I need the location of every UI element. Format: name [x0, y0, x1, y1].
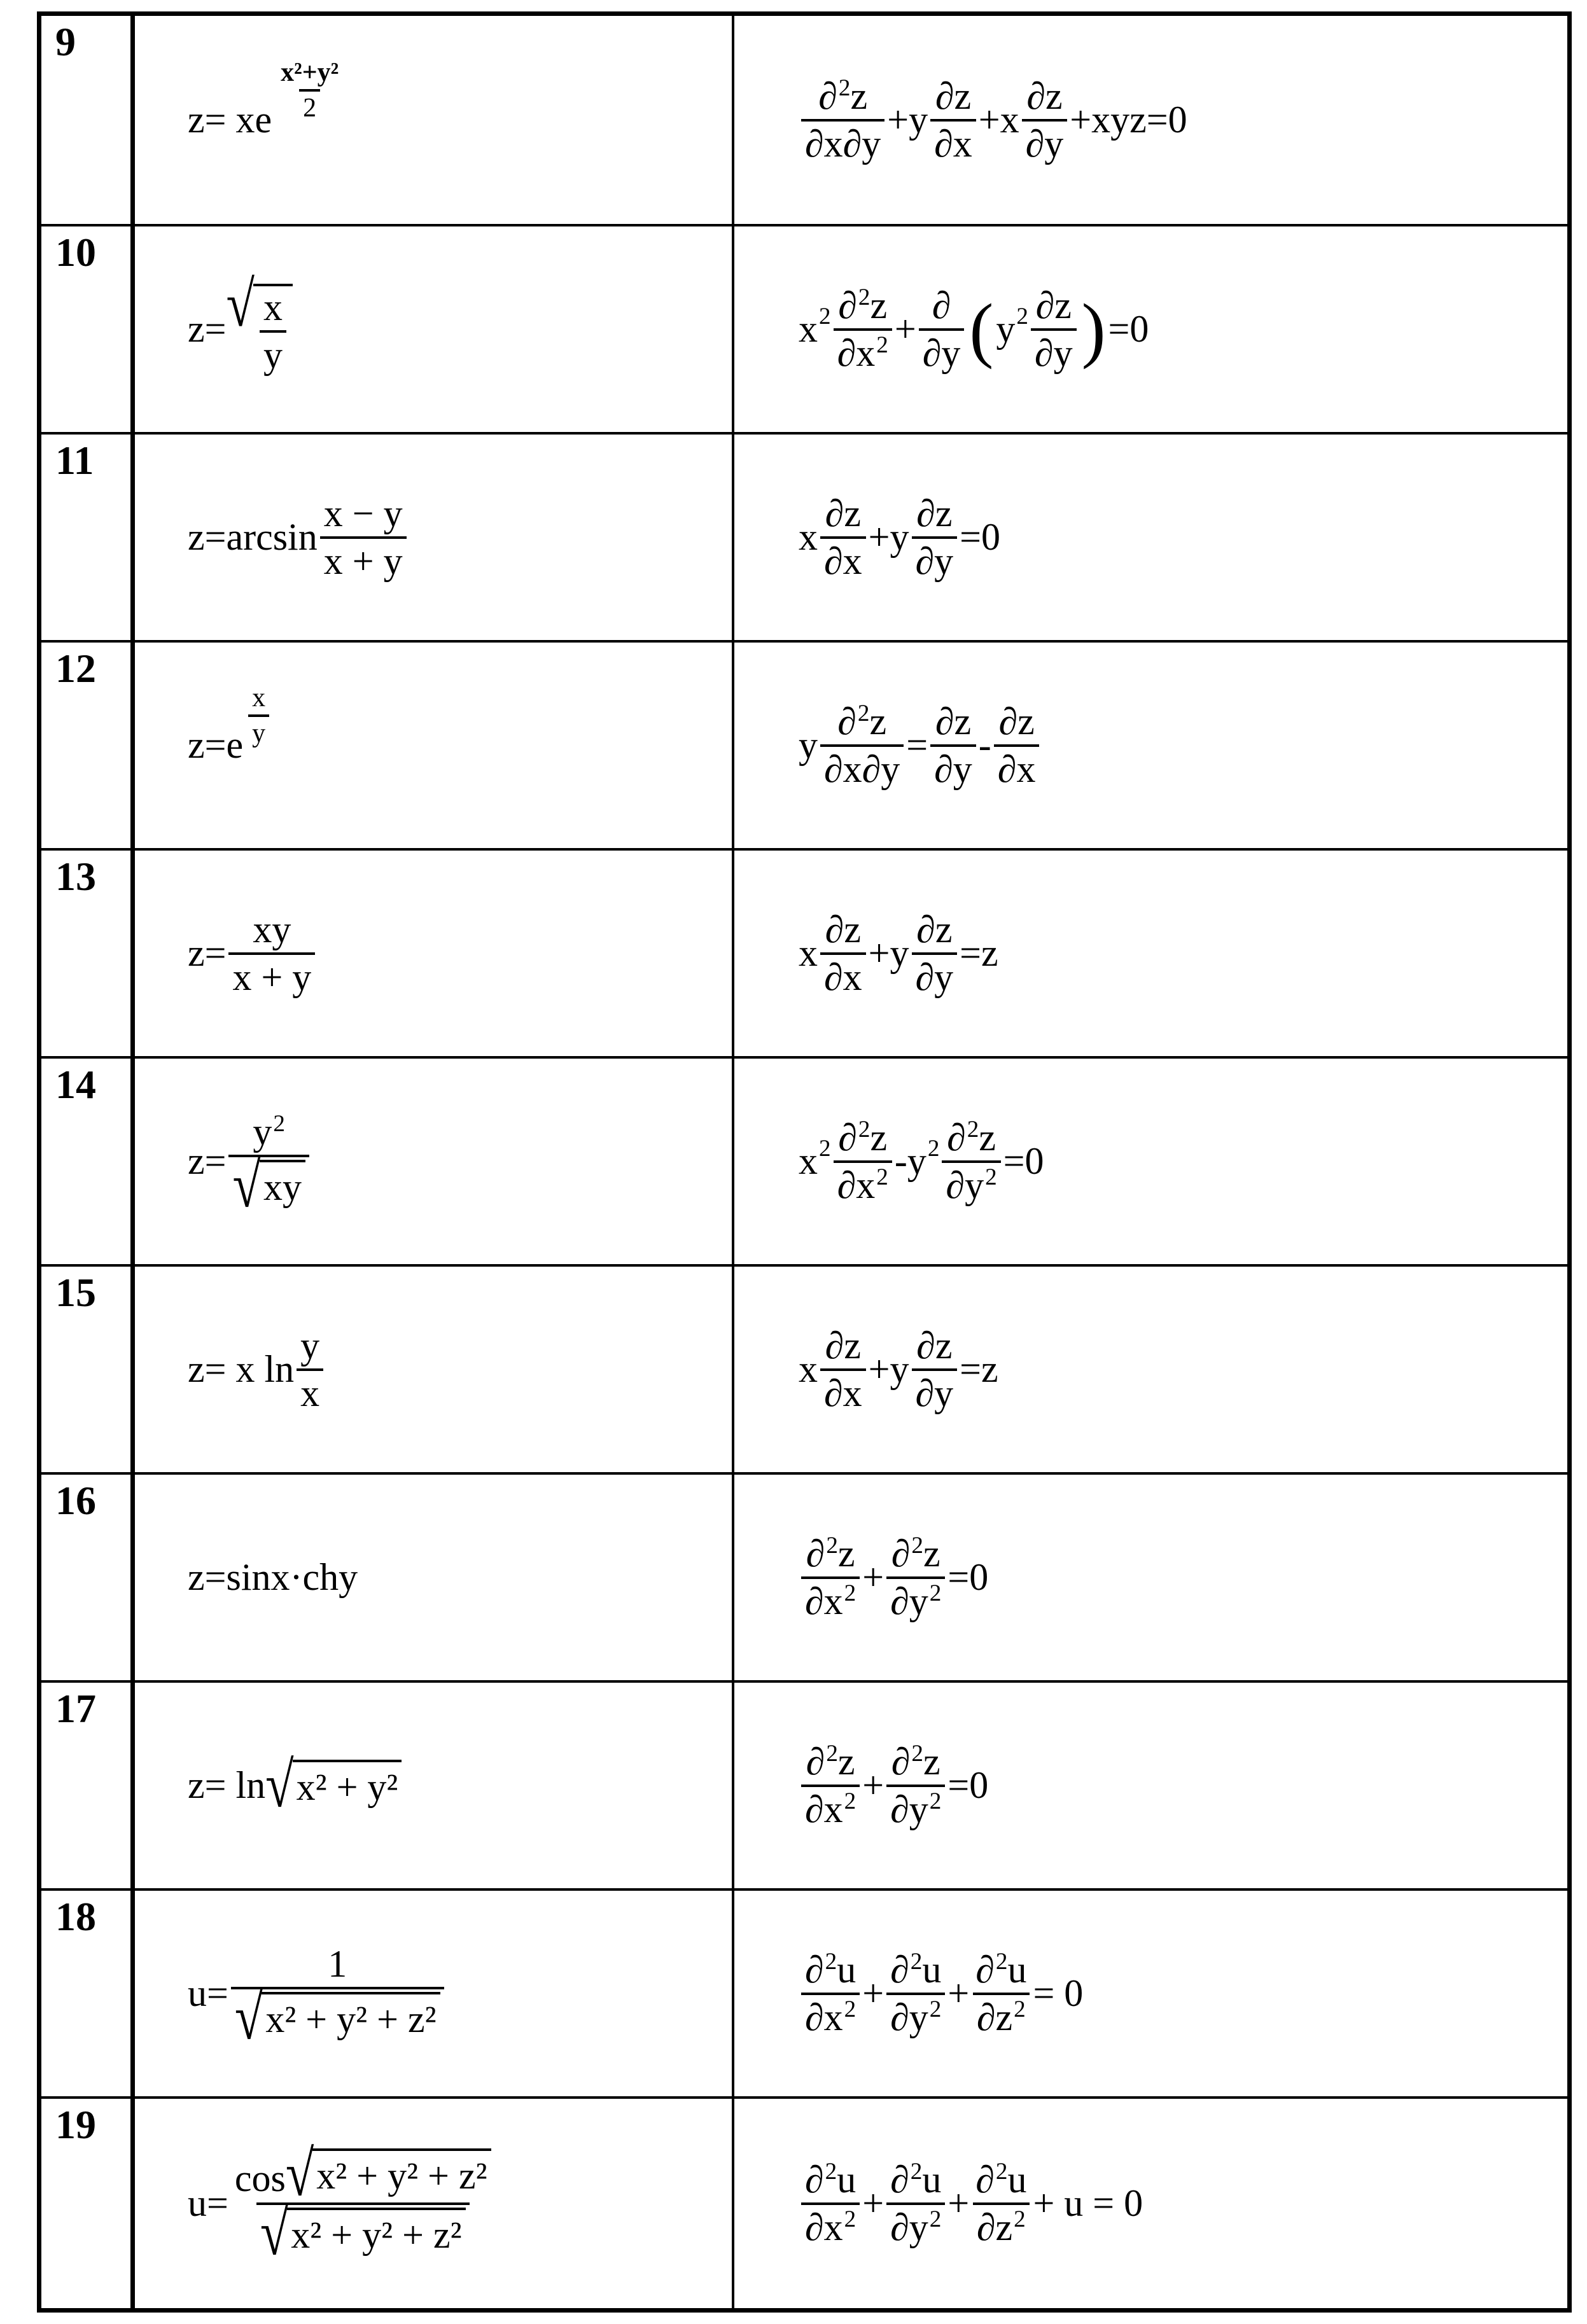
column-divider [732, 1683, 734, 1888]
equation-cell [799, 435, 1000, 640]
row-number: 17 [55, 1686, 96, 1731]
function-formula: z= $y^2$ √ xy [188, 1112, 312, 1211]
pde-formula: x $\frac{\partial z}{\partial x}$ + y $\frac{\partial z}{\partial y}$ = z [799, 908, 998, 998]
function-formula: u= cos √ x² + y² + z² √ x² + y² + z² [188, 2148, 498, 2259]
pde-formula: $\frac{\partial^2u}{\partial x^2}$ + $\frac{\partial^2u}{\partial y^2}$ + $\frac{\partial^2u}{\partial z^2}$ + u = 0 [799, 2160, 1143, 2248]
pde-formula: x $\frac{\partial z}{\partial x}$ + y $\frac{\partial z}{\partial y}$ = z [799, 1324, 998, 1414]
column-divider [130, 16, 135, 224]
table-row [41, 640, 1567, 848]
row-number: 11 [55, 438, 94, 483]
function-formula: z= x ln $\frac{y}{x}$ [188, 1326, 326, 1414]
column-divider [732, 1267, 734, 1472]
function-cell [188, 1267, 326, 1472]
pde-formula: $\frac{\partial^2u}{\partial x^2}$ + $\frac{\partial^2u}{\partial y^2}$ + $\frac{\partial^2u}{\partial z^2}$ = 0 [799, 1950, 1083, 2038]
table-row [41, 16, 1567, 224]
row-number: 10 [55, 230, 96, 275]
row-number: 15 [55, 1270, 96, 1315]
column-divider [130, 1267, 135, 1472]
pde-formula: $\frac{\partial^2z}{\partial x^2}$ + $\frac{\partial^2z}{\partial y^2}$ = 0 [799, 1742, 988, 1830]
column-divider [732, 851, 734, 1056]
column-divider [130, 643, 135, 848]
table-row [41, 1264, 1567, 1472]
table-row [41, 2096, 1567, 2308]
function-formula: z= xe $\frac{\text{x²+y²}}{2}$ [188, 58, 339, 141]
function-formula: z= arcsin $\frac{x - y}{x + y}$ [188, 494, 409, 581]
column-divider [130, 851, 135, 1056]
function-formula: z= e $\frac{x}{y}$ [188, 713, 272, 777]
row-number: 19 [55, 2102, 96, 2147]
table-row [41, 1056, 1567, 1264]
function-formula: z= ln √ x² + y² [188, 1760, 402, 1811]
column-divider [732, 643, 734, 848]
pde-formula: y $\frac{\partial^2z}{\partial x\partial y}$ = $\frac{\partial z}{\partial y}$ - $\frac{\partial z}{\partial x}$ [799, 702, 1042, 790]
table-row [41, 1680, 1567, 1888]
function-cell [188, 851, 318, 1056]
column-divider [130, 1475, 135, 1680]
table-row [41, 1472, 1567, 1680]
row-number: 13 [55, 854, 96, 899]
column-divider [130, 1891, 135, 2096]
equations-table [37, 11, 1572, 2313]
column-divider [130, 226, 135, 432]
column-divider [732, 435, 734, 640]
column-divider [732, 1059, 734, 1264]
function-cell [188, 643, 272, 848]
pde-formula: x $\frac{\partial z}{\partial x}$ + y $\frac{\partial z}{\partial y}$ = 0 [799, 492, 1000, 582]
column-divider [130, 2099, 135, 2308]
equation-cell [799, 1059, 1044, 1264]
column-divider [130, 435, 135, 640]
function-cell [188, 1475, 358, 1680]
column-divider [732, 1891, 734, 2096]
function-formula: z= √ $\frac{x}{y}$ [188, 284, 293, 375]
table-row [41, 848, 1567, 1056]
row-number: 12 [55, 646, 96, 691]
equation-cell [799, 16, 1187, 224]
column-divider [732, 16, 734, 224]
table-row [41, 1888, 1567, 2096]
equation-cell [799, 851, 998, 1056]
row-number: 9 [55, 19, 76, 64]
row-number: 14 [55, 1062, 96, 1107]
column-divider [732, 1475, 734, 1680]
column-divider [732, 2099, 734, 2308]
equation-cell [799, 1267, 998, 1472]
pde-formula: $\frac{\partial^2z}{\partial x\partial y}$ + y $\frac{\partial z}{\partial x}$ + x $\frac{\partial z}{\partial y}$ +xyz=0 [799, 76, 1187, 164]
function-cell [188, 2099, 498, 2308]
pde-formula: x 2 $\frac{\partial^2z}{\partial x^2}$ + $\frac{\partial}{\partial y}$ ( y 2 $\frac{\partial z}{\partial y}$ ) = 0 [799, 284, 1149, 374]
function-cell [188, 435, 409, 640]
row-number: 18 [55, 1894, 96, 1939]
equation-cell [799, 226, 1149, 432]
row-number: 16 [55, 1478, 96, 1523]
equation-cell [799, 2099, 1143, 2308]
table-row [41, 224, 1567, 432]
function-cell [188, 1891, 447, 2096]
function-cell [188, 1683, 402, 1888]
function-formula: z=sinx·chy [188, 1556, 358, 1598]
column-divider [732, 226, 734, 432]
table-row [41, 432, 1567, 640]
function-cell [188, 1059, 312, 1264]
column-divider [130, 1683, 135, 1888]
column-divider [130, 1059, 135, 1264]
pde-formula: $\frac{\partial^2z}{\partial x^2}$ + $\frac{\partial^2z}{\partial y^2}$ = 0 [799, 1534, 988, 1622]
pde-formula: x 2 $\frac{\partial^2z}{\partial x^2}$ - y 2 $\frac{\partial^2z}{\partial y^2}$ = 0 [799, 1116, 1044, 1206]
equation-cell [799, 643, 1042, 848]
function-cell [188, 16, 345, 224]
equation-cell [799, 1891, 1083, 2096]
function-cell [188, 226, 293, 432]
equation-cell [799, 1475, 988, 1680]
function-formula: z= $\frac{xy}{x + y}$ [188, 910, 318, 998]
equation-cell [799, 1683, 988, 1888]
function-formula: u= 1 √ x² + y² + z² [188, 1944, 447, 2043]
